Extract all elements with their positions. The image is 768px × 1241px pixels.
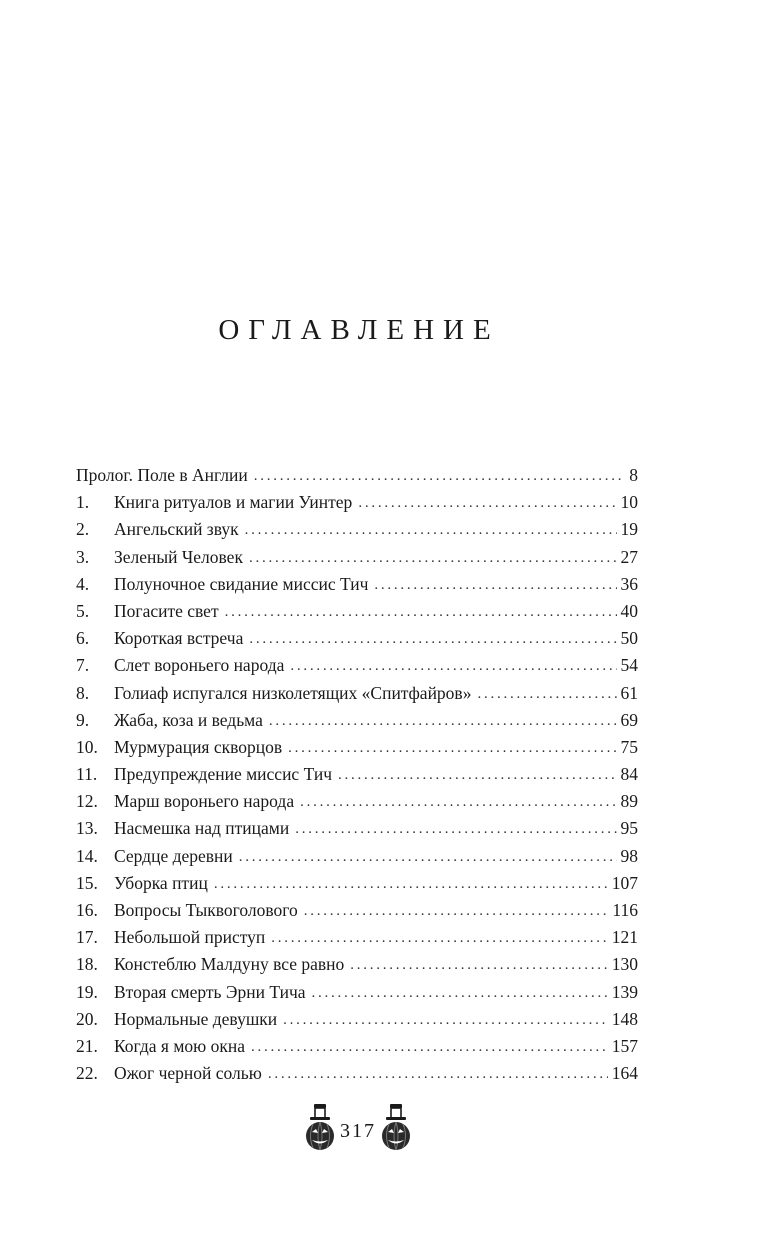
page-number: 317 — [340, 1119, 376, 1142]
chapter-title: Когда я мою окна — [114, 1035, 245, 1056]
chapter-number: 13. — [76, 818, 98, 839]
chapter-title: Полуночное свидание миссис Тич — [114, 573, 369, 594]
chapter-title: Слет вороньего народа — [114, 655, 285, 676]
pumpkin-head-icon — [380, 1102, 412, 1154]
chapter-title: Нормальные девушки — [114, 1008, 278, 1029]
dot-leader — [239, 844, 617, 871]
chapter-number: 15. — [76, 872, 98, 893]
chapter-page-number: 148 — [611, 1008, 638, 1029]
chapter-page-number: 50 — [620, 628, 638, 649]
page-folio — [296, 1100, 420, 1156]
dot-leader — [374, 572, 616, 599]
toc-entry — [76, 979, 638, 1006]
chapter-page-number: 130 — [611, 954, 638, 975]
dot-leader — [249, 626, 616, 653]
chapter-page-number: 121 — [611, 927, 638, 948]
toc-entry — [76, 707, 638, 734]
chapter-title: Констеблю Малдуну все равно — [114, 954, 345, 975]
toc-entry — [76, 598, 638, 625]
toc-entry — [76, 761, 638, 788]
toc-entry — [76, 1006, 638, 1033]
chapter-page-number: 61 — [620, 682, 638, 703]
chapter-number: 10. — [76, 736, 98, 757]
chapter-page-number: 95 — [620, 818, 638, 839]
chapter-number: 22. — [76, 1063, 98, 1084]
chapter-page-number: 98 — [620, 845, 638, 866]
dot-leader — [300, 789, 616, 816]
toc-entry — [76, 652, 638, 679]
chapter-page-number: 107 — [611, 872, 638, 893]
toc-entry — [76, 544, 638, 571]
chapter-number: 11. — [76, 764, 98, 785]
chapter-page-number: 36 — [620, 573, 638, 594]
chapter-number: 1. — [76, 492, 90, 513]
dot-leader — [338, 762, 617, 789]
dot-leader — [245, 517, 617, 544]
chapter-page-number: 27 — [620, 546, 638, 567]
chapter-number: 17. — [76, 927, 98, 948]
dot-leader — [350, 952, 607, 979]
chapter-title: Марш вороньего народа — [114, 791, 295, 812]
chapter-title: Короткая встреча — [114, 628, 244, 649]
dot-leader — [295, 816, 616, 843]
chapter-page-number: 69 — [620, 709, 638, 730]
toc-entry — [76, 1060, 638, 1087]
chapter-number: 4. — [76, 573, 90, 594]
page-title: ОГЛАВЛЕНИЕ — [218, 314, 500, 346]
toc-entry — [76, 897, 638, 924]
chapter-number: 21. — [76, 1035, 98, 1056]
toc-entry — [76, 489, 638, 516]
dot-leader — [288, 735, 616, 762]
chapter-page-number: 40 — [620, 600, 638, 621]
dot-leader — [254, 463, 625, 490]
chapter-page-number: 75 — [620, 736, 638, 757]
chapter-title: Насмешка над птицами — [114, 818, 290, 839]
dot-leader — [249, 545, 617, 572]
chapter-title: Погасите свет — [114, 600, 219, 621]
toc-entry — [76, 680, 638, 707]
dot-leader — [358, 490, 616, 517]
chapter-title: Голиаф испугался низколетящих «Спитфайров» — [114, 682, 472, 703]
chapter-number: 5. — [76, 600, 90, 621]
chapter-number: 6. — [76, 628, 90, 649]
chapter-title: Мурмурация скворцов — [114, 736, 283, 757]
chapter-title: Ожог черной солью — [114, 1063, 262, 1084]
chapter-page-number: 10 — [620, 492, 638, 513]
chapter-page-number: 157 — [611, 1035, 638, 1056]
toc-entry — [76, 815, 638, 842]
chapter-title: Книга ритуалов и магии Уинтер — [114, 492, 353, 513]
chapter-title: Уборка птиц — [114, 872, 208, 893]
dot-leader — [290, 653, 616, 680]
chapter-number: 16. — [76, 900, 98, 920]
dot-leader — [477, 681, 616, 708]
chapter-page-number: 19 — [620, 519, 638, 540]
chapter-page-number: 84 — [620, 764, 638, 785]
chapter-page-number: 116 — [612, 900, 638, 920]
chapter-title: Предупреждение миссис Тич — [114, 764, 332, 785]
chapter-page-number: 8 — [629, 465, 638, 485]
chapter-number: 2. — [76, 519, 90, 540]
chapter-page-number: 139 — [611, 981, 638, 1002]
chapter-title: Небольшой приступ — [114, 927, 266, 948]
chapter-page-number: 54 — [620, 655, 638, 676]
chapter-number: 8. — [76, 682, 90, 703]
chapter-page-number: 164 — [611, 1063, 638, 1084]
chapter-title: Вопросы Тыквоголового — [114, 900, 298, 920]
dot-leader — [283, 1007, 608, 1034]
dot-leader — [268, 1061, 608, 1088]
toc-entry — [76, 516, 638, 543]
chapter-number: 9. — [76, 709, 90, 730]
chapter-title: Пролог. Поле в Англии — [76, 465, 248, 485]
chapter-title: Сердце деревни — [114, 845, 233, 866]
dot-leader — [269, 708, 617, 735]
chapter-title: Ангельский звук — [114, 519, 239, 540]
toc-entry — [76, 924, 638, 951]
chapter-number: 20. — [76, 1008, 98, 1029]
dot-leader — [312, 980, 608, 1007]
dot-leader — [214, 871, 608, 898]
chapter-title: Зеленый Человек — [114, 546, 243, 567]
chapter-page-number: 89 — [620, 791, 638, 812]
chapter-number: 18. — [76, 954, 98, 975]
chapter-title: Жаба, коза и ведьма — [114, 709, 263, 730]
pumpkin-head-icon — [304, 1102, 336, 1154]
toc-entry — [76, 843, 638, 870]
chapter-number: 3. — [76, 546, 90, 567]
toc-entry — [76, 870, 638, 897]
dot-leader — [251, 1034, 608, 1061]
toc-entry — [76, 951, 638, 978]
toc-entry — [76, 625, 638, 652]
toc-entry — [76, 571, 638, 598]
dot-leader — [271, 925, 607, 952]
dot-leader — [304, 898, 609, 925]
dot-leader — [225, 599, 617, 626]
chapter-number: 19. — [76, 981, 98, 1002]
toc-entry — [76, 1033, 638, 1060]
toc-entry — [76, 462, 638, 489]
chapter-number: 14. — [76, 845, 98, 866]
table-of-contents — [76, 462, 638, 1087]
toc-entry — [76, 734, 638, 761]
chapter-number: 12. — [76, 791, 98, 812]
chapter-number: 7. — [76, 655, 90, 676]
toc-entry — [76, 788, 638, 815]
chapter-title: Вторая смерть Эрни Тича — [114, 981, 306, 1002]
